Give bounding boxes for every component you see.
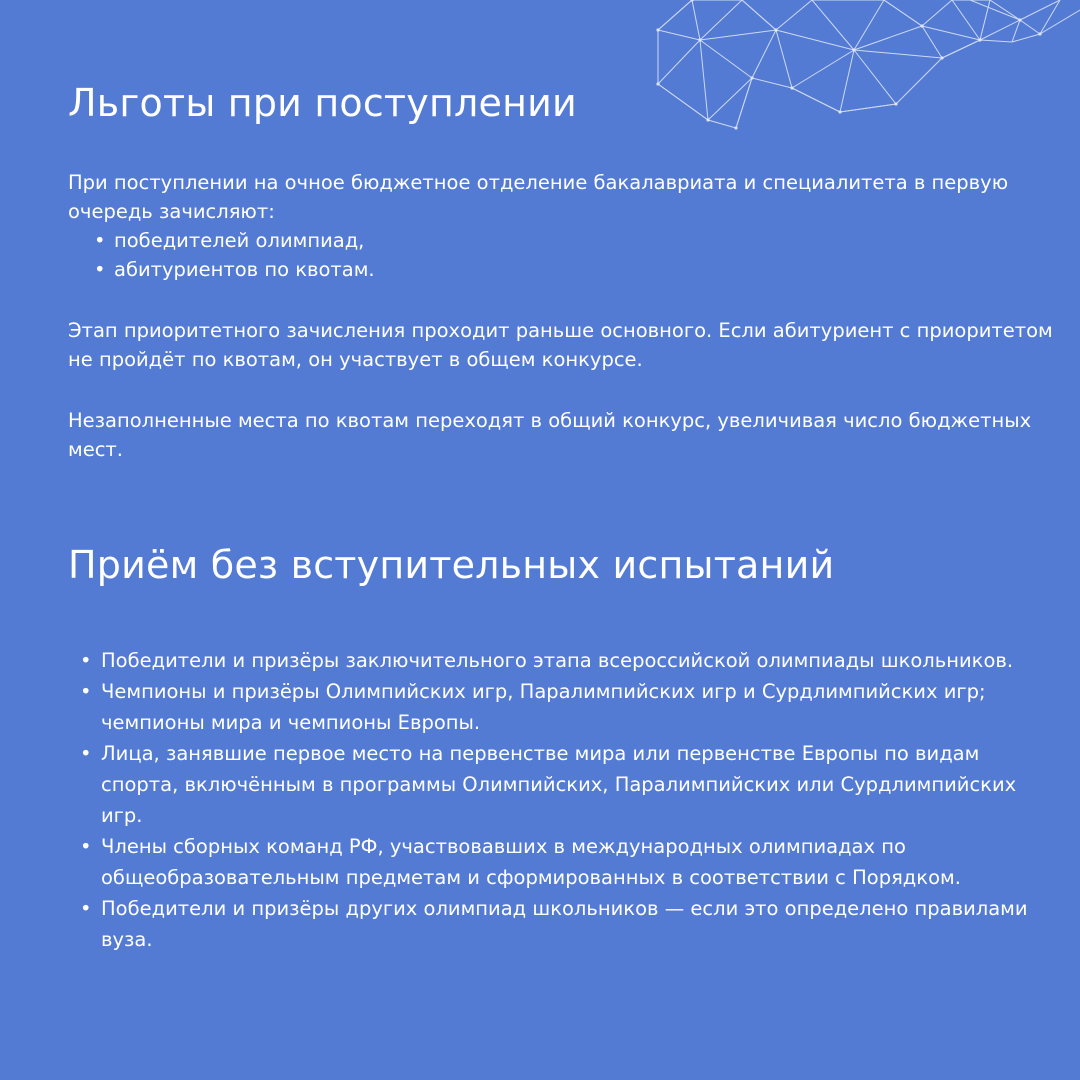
section-title-benefits: Льготы при поступлении xyxy=(68,81,577,125)
benefits-list xyxy=(92,226,375,284)
bullet-dot-icon: • xyxy=(80,649,92,672)
list-item-text: Лица, занявшие первое место на первенстве мира или первенстве Европы по видам спорта, включённым в программы Олимпийских, Паралимпийских или Сурдлимпийских игр. xyxy=(101,742,1017,827)
list-item-text: Члены сборных команд РФ, участвовавших в международных олимпиадах по общеобразовательным предметам и сформированных в соответствии с Порядком. xyxy=(101,835,961,889)
list-item xyxy=(78,831,1038,893)
list-item-text: Победители и призёры заключительного этапа всероссийской олимпиады школьников. xyxy=(101,649,1014,672)
bullet-dot-icon: • xyxy=(80,897,92,920)
list-item-text: Победители и призёры других олимпиад школьников — если это определено правилами вуза. xyxy=(101,897,1028,951)
list-item-text: Чемпионы и призёры Олимпийских игр, Паралимпийских игр и Сурдлимпийских игр; чемпионы мира и чемпионы Европы. xyxy=(101,680,986,734)
bullet-dot-icon: • xyxy=(80,680,92,703)
bullet-dot-icon: • xyxy=(94,258,106,281)
list-item-text: абитуриентов по квотам. xyxy=(114,258,375,281)
no-exams-list xyxy=(78,645,1038,955)
list-item xyxy=(78,738,1038,831)
list-item xyxy=(78,645,1038,676)
bullet-dot-icon: • xyxy=(80,835,92,858)
bullet-dot-icon: • xyxy=(94,229,106,252)
priority-enrollment-text: Этап приоритетного зачисления проходит раньше основного. Если абитуриент с приоритетом не пройдёт по квотам, он участвует в общем конкурсе. xyxy=(68,319,1053,371)
unfilled-quota-text: Незаполненные места по квотам переходят в общий конкурс, увеличивая число бюджетных мест. xyxy=(68,409,1032,461)
list-item-text: победителей олимпиад, xyxy=(114,229,365,252)
list-item xyxy=(92,226,375,255)
polygon-network-decoration xyxy=(640,0,1080,140)
list-item xyxy=(92,255,375,284)
bullet-dot-icon: • xyxy=(80,742,92,765)
list-item xyxy=(78,893,1038,955)
benefits-intro-text: При поступлении на очное бюджетное отделение бакалавриата и специалитета в первую очередь зачисляют: xyxy=(68,171,1009,223)
section-title-no-exams: Приём без вступительных испытаний xyxy=(68,543,835,587)
list-item xyxy=(78,676,1038,738)
